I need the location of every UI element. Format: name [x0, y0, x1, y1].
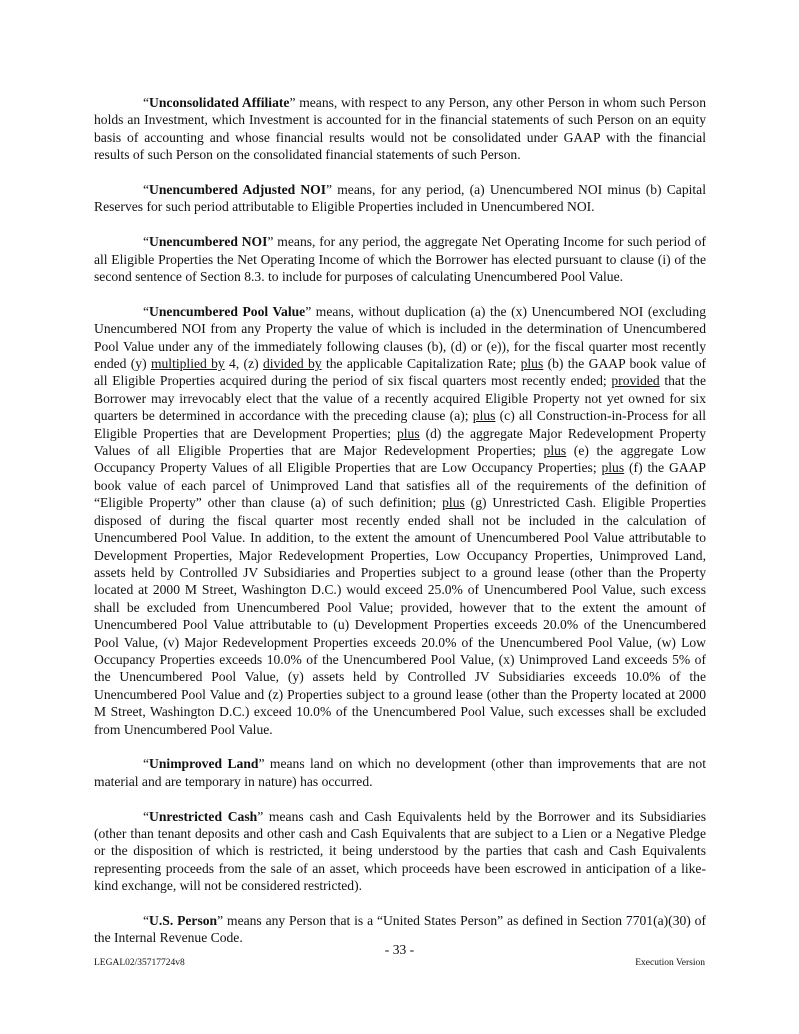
underlined-text: plus: [442, 495, 465, 511]
definition-paragraph: “Unencumbered Pool Value” means, without duplication (a) the (x) Unencumbered NOI (excluding Unencumbered NOI from any Property the value of which is included in the determination of Unencumbered Pool Value under any of the immediately following clauses (b), (d) or (e)), for the fiscal quarter most recently ended (y) multiplied by 4, (z) divided by the applicable Capitalization Rate; plus (b) the GAAP book value of all Eligible Properties acquired during the period of six fiscal quarters most recently ended; provided that the Borrower may irrevocably elect that the value of a recently acquired Eligible Property not yet owned for six quarters be determined in accordance with the preceding clause (a); plus (c) all Construction-in-Process for all Eligible Properties that are Development Properties; plus (d) the aggregate Major Redevelopment Property Values of all Eligible Properties that are Major Redevelopment Properties; plus (e) the aggregate Low Occupancy Property Values of all Eligible Properties that are Low Occupancy Properties; plus (f) the GAAP book value of each parcel of Unimproved Land that satisfies all of the requirements of the definition of “Eligible Property” other than clause (a) of such definition; plus (g) Unrestricted Cash. Eligible Properties disposed of during the fiscal quarter most recently ended shall not be included in the calculation of Unencumbered Pool Value. In addition, to the extent the amount of Unencumbered Pool Value attributable to Development Properties, Major Redevelopment Properties, Low Occupancy Properties, Unimproved Land, assets held by Controlled JV Subsidiaries and Properties subject to a ground lease (other than the Property located at 2000 M Street, Washington D.C.) would exceed 25.0% of Unencumbered Pool Value, such excess shall be excluded from Unencumbered Pool Value; provided, however that to the extent the amount of Unencumbered Pool Value attributable to (u) Development Properties exceeds 20.0% of the Unencumbered Pool Value, (v) Major Redevelopment Properties exceeds 20.0% of the Unencumbered Pool Value, (w) Low Occupancy Properties exceeds 10.0% of the Unencumbered Pool Value, (x) Unimproved Land exceeds 5% of the Unencumbered Pool Value, (y) assets held by Controlled JV Subsidiaries exceeds 10.0% of the Unencumbered Pool Value and (z) Properties subject to a ground lease (other than the Property located at 2000 M Street, Washington D.C.) exceed 10.0% of the Unencumbered Pool Value, such excesses shall be excluded from Unencumbered Pool Value.: [94, 303, 707, 737]
definition-text: (f) the GAAP book value of each parcel of Unimproved Land that satisfies all of the requirements of the definition of “Eligible Property” other than clause (a) of such definition;: [94, 460, 706, 511]
underlined-text: divided by: [262, 356, 322, 372]
defined-term: U.S. Person: [149, 913, 218, 928]
underlined-text: plus: [396, 425, 420, 441]
underlined-text: plus: [543, 443, 567, 459]
definition-text: means any Person that is a “United States Person” as defined in Section 7701(a)(30) of the Internal Revenue Code.: [94, 913, 706, 946]
defined-term: Unrestricted Cash: [149, 808, 258, 824]
definitions-body: [94, 94, 706, 964]
definition-paragraph: “U.S. Person” means any Person that is a “United States Person” as defined in Section 7701(a)(30) of the Internal Revenue Code.: [94, 913, 706, 946]
definition-text: means, for any period, the aggregate Net Operating Income for such period of all Eligible Properties the Net Operating Income of which the Borrower has elected pursuant to clause (i) of the second sentence of Section 8.3. to include for purposes of calculating Unencumbered Pool Value.: [94, 234, 706, 285]
definition-text: (d) the aggregate Major Redevelopment Property Values of all Eligible Properties that are Major Redevelopment Properties;: [94, 425, 707, 459]
underlined-text: plus: [520, 356, 544, 372]
version-label: Execution Version: [635, 958, 705, 968]
underlined-text: provided: [611, 373, 660, 389]
definition-paragraph: “Unrestricted Cash” means cash and Cash Equivalents held by the Borrower and its Subsidiaries (other than tenant deposits and other cash and Cash Equivalents that are subject to a Lien or a Negative Pledge or the disposition of which is restricted, it being understood by the parties that cash and Cash Equivalents representing proceeds from the sale of an asset, which proceeds have been escrowed in anticipation of a like-kind exchange, will not be considered restricted).: [94, 808, 707, 894]
defined-term: Unimproved Land: [149, 756, 259, 772]
definition-text: means, with respect to any Person, any other Person in whom such Person holds an Investment, which Investment is accounted for in the financial statements of such Person on an equity basis of accounting and whose financial results would not be consolidated under GAAP with the financial results of such Person on the consolidated financial statements of such Person.: [94, 95, 706, 163]
document-id: LEGAL02/35717724v8: [94, 958, 185, 968]
definition-text: (g) Unrestricted Cash. Eligible Properties disposed of during the fiscal quarter most recently ended shall not be included in the calculation of Unencumbered Pool Value. In addition, to the extent the amount of Unencumbered Pool Value attributable to Development Properties, Major Redevelopment Properties, Low Occupancy Properties, Unimproved Land, assets held by Controlled JV Subsidiaries and Properties subject to a ground lease (other than the Property located at 2000 M Street, Washington D.C.) would exceed 25.0% of Unencumbered Pool Value, such excess shall be excluded from Unencumbered Pool Value; provided, however that to the extent the amount of Unencumbered Pool Value attributable to (u) Development Properties exceeds 20.0% of the Unencumbered Pool Value, (v) Major Redevelopment Properties exceeds 20.0% of the Unencumbered Pool Value, (w) Low Occupancy Properties exceeds 10.0% of the Unencumbered Pool Value, (x) Unimproved Land exceeds 5% of the Unencumbered Pool Value, (y) assets held by Controlled JV Subsidiaries exceeds 10.0% of the Unencumbered Pool Value and (z) Properties subject to a ground lease (other than the Property located at 2000 M Street, Washington D.C.) exceed 10.0% of the Unencumbered Pool Value, such excesses shall be excluded from Unencumbered Pool Value.: [94, 495, 706, 737]
definition-text: means cash and Cash Equivalents held by the Borrower and its Subsidiaries (other than tenant deposits and other cash and Cash Equivalents that are subject to a Lien or a Negative Pledge or the disposition of which is restricted, it being understood by the parties that cash and Cash Equivalents representing proceeds from the sale of an asset, which proceeds have been escrowed in anticipation of a like-kind exchange, will not be considered restricted).: [94, 808, 707, 894]
definition-text: 4, (z): [224, 356, 263, 372]
defined-term: Unconsolidated Affiliate: [149, 95, 290, 110]
definition-text: the applicable Capitalization Rate;: [321, 356, 521, 372]
definition-text: means, for any period, (a) Unencumbered NOI minus (b) Capital Reserves for such period attributable to Eligible Properties included in Unencumbered NOI.: [94, 182, 706, 215]
definition-paragraph: “Unimproved Land” means land on which no development (other than improvements that are not material and are temporary in nature) has occurred.: [94, 756, 706, 789]
defined-term: Unencumbered Pool Value: [149, 303, 306, 319]
definition-text: means, without duplication (a) the (x) Unencumbered NOI (excluding Unencumbered NOI from any Property the value of which is included in the determination of Unencumbered Pool Value under any of the immediately following clauses (b), (d) or (e)), for the fiscal quarter most recently ended (y): [94, 303, 706, 372]
page-number: - 33 -: [384, 942, 415, 957]
underlined-text: plus: [472, 408, 496, 424]
definition-paragraph: “Unconsolidated Affiliate” means, with respect to any Person, any other Person in whom such Person holds an Investment, which Investment is accounted for in the financial statements of such Person on an equity basis of accounting and whose financial results would not be consolidated under GAAP with the financial results of such Person on the consolidated financial statements of such Person.: [94, 95, 706, 163]
definition-text: (b) the GAAP book value of all Eligible Properties acquired during the period of six fiscal quarters most recently ended;: [94, 356, 707, 389]
defined-term: Unencumbered NOI: [149, 234, 268, 250]
definition-text: (c) all Construction-in-Process for all Eligible Properties that are Development Properties;: [94, 408, 706, 441]
definition-text: that the Borrower may irrevocably elect that the value of a recently acquired Eligible Property not yet owned for six quarters be determined in accordance with the preceding clause (a);: [94, 373, 707, 424]
underlined-text: plus: [601, 460, 625, 476]
definition-text: (e) the aggregate Low Occupancy Property Values of all Eligible Properties that are Low Occupancy Properties;: [94, 443, 706, 476]
underlined-text: multiplied by: [150, 356, 225, 372]
definition-paragraph: “Unencumbered NOI” means, for any period, the aggregate Net Operating Income for such period of all Eligible Properties the Net Operating Income of which the Borrower has elected pursuant to clause (i) of the second sentence of Section 8.3. to include for purposes of calculating Unencumbered Pool Value.: [94, 234, 706, 285]
definition-paragraph: “Unencumbered Adjusted NOI” means, for any period, (a) Unencumbered NOI minus (b) Capital Reserves for such period attributable to Eligible Properties included in Unencumbered NOI.: [94, 182, 706, 215]
definition-text: means land on which no development (other than improvements that are not material and are temporary in nature) has occurred.: [94, 756, 706, 789]
defined-term: Unencumbered Adjusted NOI: [149, 182, 327, 198]
